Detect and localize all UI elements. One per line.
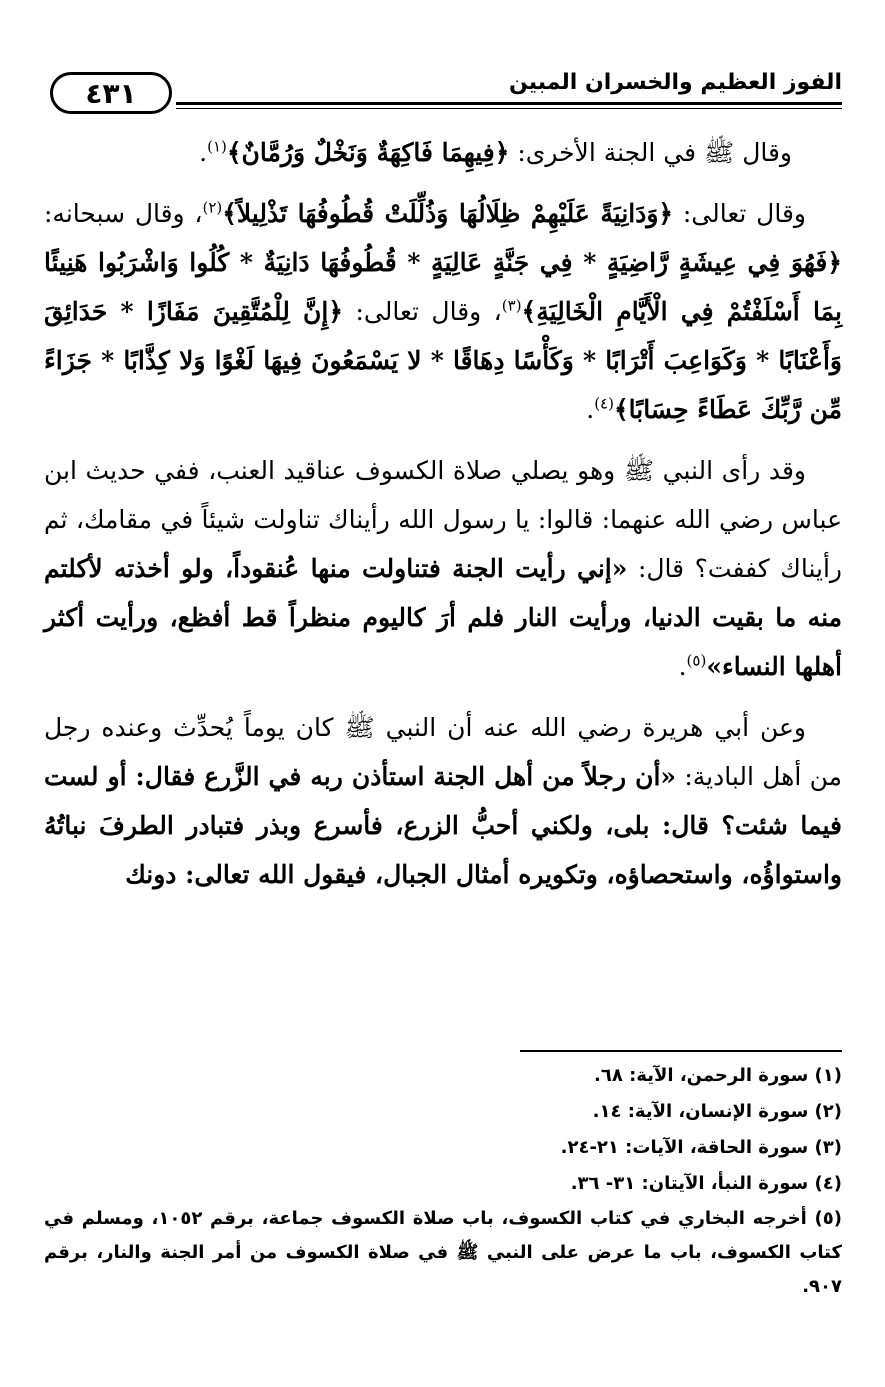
footnote-ref: (٣) — [501, 296, 522, 315]
text-span: . — [586, 395, 595, 424]
quran-verse: ﴿فَهُوَ فِي عِيشَةٍ رَّاضِيَةٍ * فِي جَنَّةٍ عَالِيَةٍ * قُطُوفُهَا دَانِيَةٌ * كُلُوا وَاشْرَبُوا هَنِيئًا بِمَا أَسْلَفْتُمْ فِي الْأَيَّامِ الْخَالِيَةِ﴾ — [44, 248, 842, 326]
text-span: وقال تعالى: — [673, 199, 806, 228]
footnote-ref: (٢) — [202, 198, 223, 217]
text-span: وقد رأى النبي ﷺ وهو يصلي صلاة الكسوف عناقيد العنب، ففي حديث ابن عباس رضي الله عنهما: قالوا: يا رسول الله رأيناك تناولت شيئاً في مقامك، ثم رأيناك كففت؟ قال: — [44, 456, 842, 583]
paragraph-4 — [44, 703, 842, 899]
paragraph-2 — [44, 189, 842, 434]
footnote-ref: (٤) — [594, 394, 614, 413]
text-span: . — [199, 138, 208, 167]
footnote-separator — [520, 1050, 842, 1052]
footnote-3: (٣) سورة الحاقة، الآيات: ٢١-٢٤. — [560, 1137, 842, 1158]
footnotes — [44, 1058, 842, 1304]
hadith-quote: «أن رجلاً من أهل الجنة استأذن ربه في الزَّرع فقال: أو لست فيما شئت؟ قال: بلى، ولكني أحبُّ الزرع، فأسرع وبذر فتبادر الطرفَ نباتُهُ واستواؤُه، واستحصاؤه، وتكويره أمثال الجبال، فيقول الله تعالى: دونك — [44, 762, 842, 889]
page-header — [40, 62, 842, 122]
paragraph-3 — [44, 446, 842, 691]
footnote-1: (١) سورة الرحمن، الآية: ٦٨. — [594, 1065, 842, 1086]
footnote-ref: (٥) — [686, 651, 707, 670]
page-number: ٤٣١ — [50, 72, 172, 114]
text-span: وقال ﷺ في الجنة الأخرى: — [509, 138, 792, 167]
text-span: ، وقال تعالى: — [343, 297, 502, 326]
running-title: الفوز العظيم والخسران المبين — [509, 70, 842, 95]
hadith-quote: «إني رأيت الجنة فتناولت منها عُنقوداً، ولو أخذته لأكلتم منه ما بقيت الدنيا، ورأيت النار فلم أرَ كاليوم منظراً قط أفظع، ورأيت أكثر أهلها النساء» — [44, 554, 842, 681]
footnote-5: (٥) أخرجه البخاري في كتاب الكسوف، باب صلاة الكسوف جماعة، برقم ١٠٥٢، ومسلم في كتاب الكسوف، باب ما عرض على النبي ﷺ في صلاة الكسوف من أمر الجنة والنار، برقم ٩٠٧. — [44, 1208, 842, 1297]
quran-verse: ﴿إِنَّ لِلْمُتَّقِينَ مَفَازًا * حَدَائِقَ وَأَعْنَابًا * وَكَوَاعِبَ أَتْرَابًا * وَكَأْسًا دِهَاقًا * لا يَسْمَعُونَ فِيهَا لَغْوًا وَلا كِذَّابًا * جَزَاءً مِّن رَّبِّكَ عَطَاءً حِسَابًا﴾ — [44, 297, 842, 424]
header-rule — [176, 102, 842, 105]
main-text — [44, 128, 842, 911]
text-span: . — [678, 652, 687, 681]
paragraph-1 — [44, 128, 842, 177]
header-rule-thin — [176, 108, 842, 109]
quran-verse: ﴿فِيهِمَا فَاكِهَةٌ وَنَخْلٌ وَرُمَّانٌ﴾ — [226, 138, 510, 167]
footnote-ref: (١) — [207, 137, 227, 156]
text-span: ، وقال سبحانه: — [44, 199, 203, 228]
footnote-4: (٤) سورة النبأ، الآيتان: ٣١- ٣٦. — [570, 1173, 842, 1194]
footnote-2: (٢) سورة الإنسان، الآية: ١٤. — [592, 1101, 842, 1122]
quran-verse: ﴿وَدَانِيَةً عَلَيْهِمْ ظِلَالُهَا وَذُلِّلَتْ قُطُوفُهَا تَذْلِيلاً﴾ — [222, 199, 674, 228]
text-span: وعن أبي هريرة رضي الله عنه أن النبي ﷺ كان يوماً يُحدِّث وعنده رجل من أهل البادية: — [44, 713, 842, 791]
